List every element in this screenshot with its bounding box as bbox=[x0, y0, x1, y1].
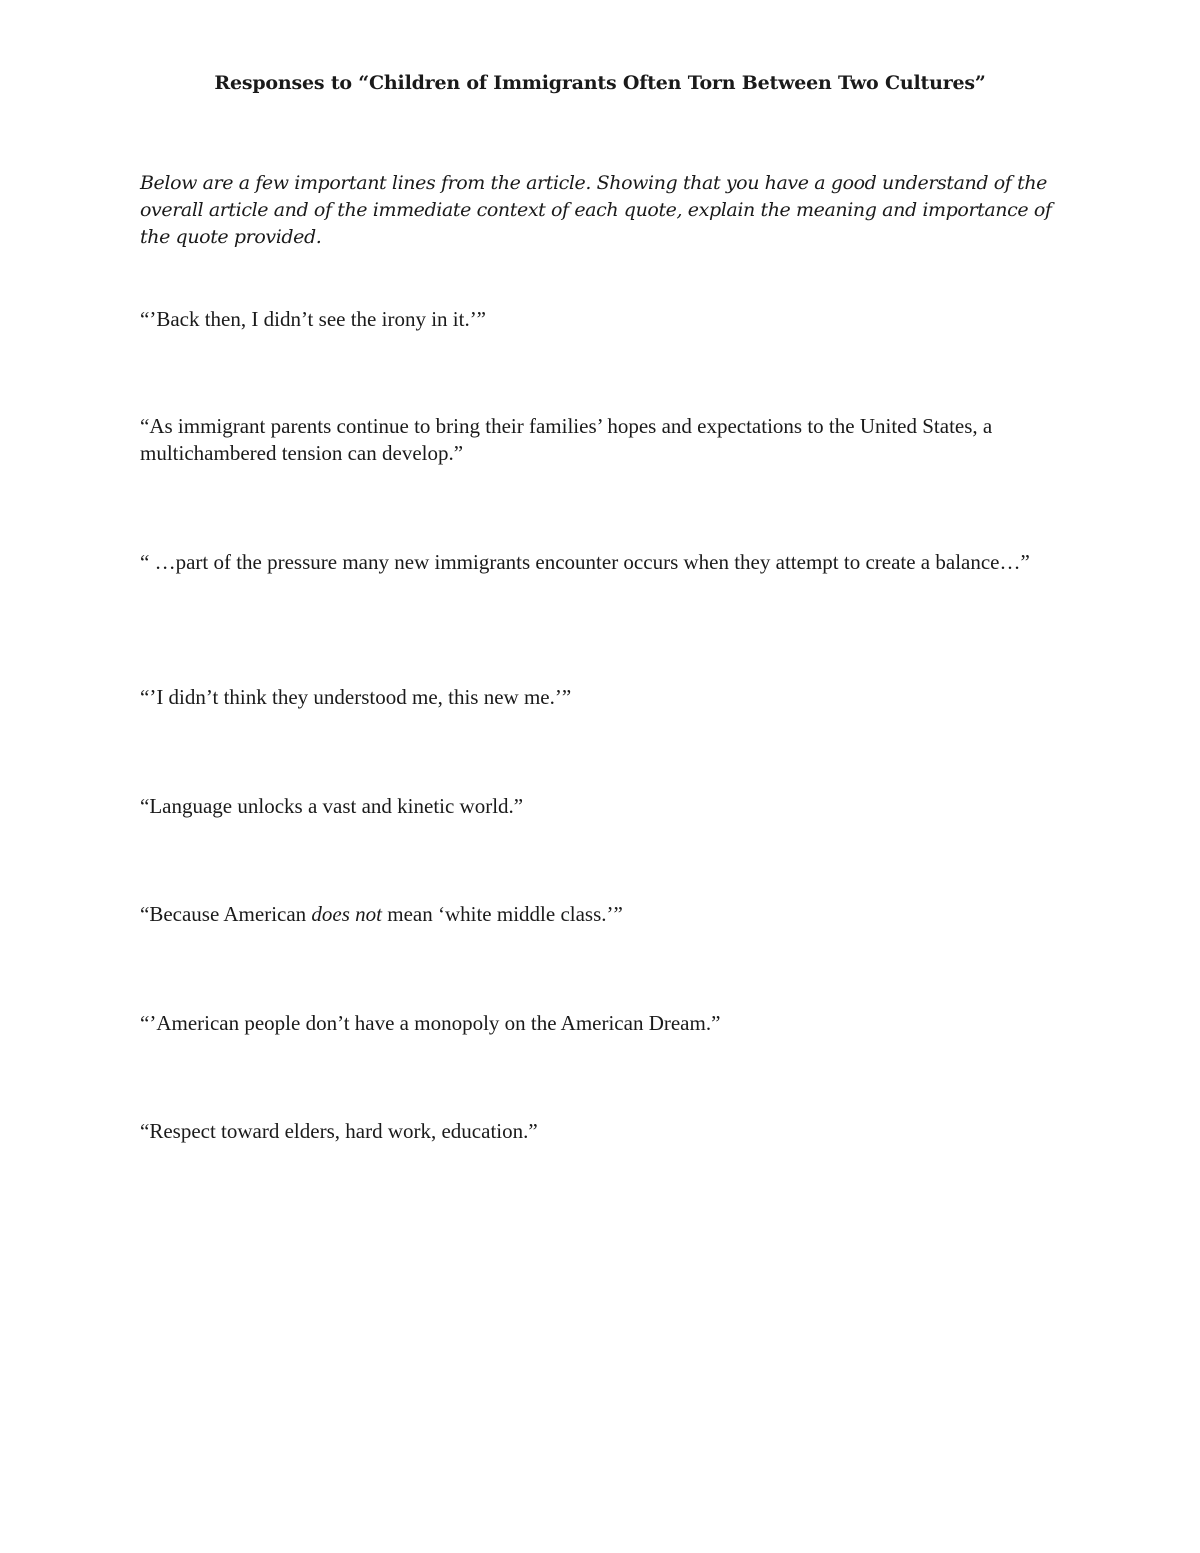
quote-4: “’I didn’t think they understood me, this new me.’” bbox=[140, 685, 572, 709]
quote-2: “As immigrant parents continue to bring their families’ hopes and expectations to the United States, a multichambered tension can develop.” bbox=[140, 414, 993, 465]
quote-6-before: “Because American bbox=[140, 902, 312, 926]
document-title: Responses to “Children of Immigrants Often Torn Between Two Cultures” bbox=[214, 72, 986, 94]
instructions-paragraph: Below are a few important lines from the article. Showing that you have a good understand of the overall article and of the immediate context of each quote, explain the meaning and importance of the quote provided. bbox=[140, 172, 1052, 248]
quote-6-after: mean ‘white middle class.’” bbox=[382, 902, 623, 926]
quote-3: “ …part of the pressure many new immigrants encounter occurs when they attempt to create a balance…” bbox=[140, 550, 1030, 574]
quote-7: “’American people don’t have a monopoly on the American Dream.” bbox=[140, 1011, 721, 1035]
quote-6-emphasis: does not bbox=[311, 902, 382, 926]
quote-6 bbox=[140, 901, 1040, 928]
quote-8: “Respect toward elders, hard work, education.” bbox=[140, 1119, 538, 1143]
quote-1: “’Back then, I didn’t see the irony in it.’” bbox=[140, 307, 487, 331]
quote-5: “Language unlocks a vast and kinetic world.” bbox=[140, 794, 524, 818]
